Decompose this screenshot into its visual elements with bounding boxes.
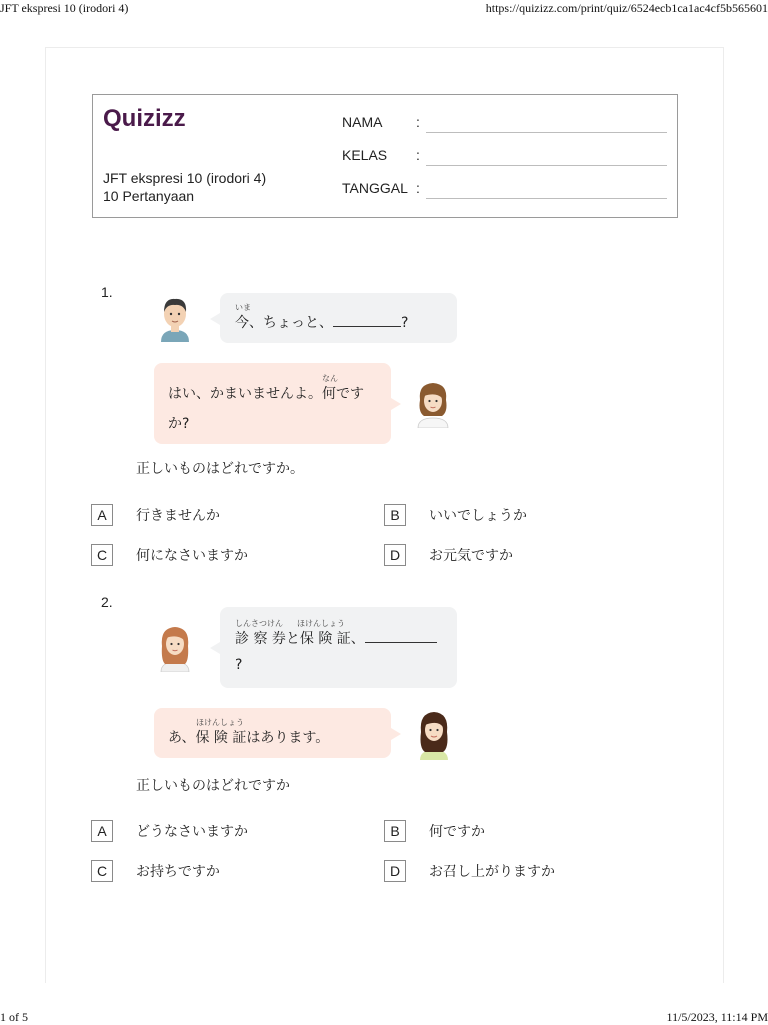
bubble-1b-line2: か? [168, 416, 190, 432]
bubble-1a-text-after: ? [401, 315, 409, 331]
print-footer-datetime: 11/5/2023, 11:14 PM [666, 1010, 768, 1024]
bubble-1b-line1: はい、かまいませんよ。何です [168, 386, 364, 402]
option-1a-text[interactable]: 行きませんか [136, 508, 220, 524]
option-1b-text[interactable]: いいでしょうか [429, 508, 527, 524]
speech-bubble-2a [220, 607, 457, 688]
date-line[interactable] [426, 198, 667, 199]
ruby-hokensho: ほけんしょう [297, 619, 345, 628]
option-2d-box[interactable]: D [384, 860, 406, 882]
date-colon: : [416, 180, 420, 196]
option-2c-box[interactable]: C [91, 860, 113, 882]
ruby-nan: なん [322, 374, 338, 383]
option-1c-text[interactable]: 何になさいますか [136, 548, 248, 564]
option-1d-text[interactable]: お元気ですか [429, 548, 513, 564]
bubble-1a-text-before: 今、ちょっと、 [235, 315, 333, 331]
option-2a-box[interactable]: A [91, 820, 113, 842]
date-label: TANGGAL [342, 180, 408, 196]
bubble-1a-text [235, 312, 408, 332]
bubble-2a-text-main: 診 察 券と保 険 証、 [235, 631, 365, 647]
option-2b-text[interactable]: 何ですか [429, 824, 485, 840]
option-2c-text[interactable]: お持ちですか [136, 864, 220, 880]
speech-bubble-2b [154, 708, 391, 758]
bubble-2a-line2: ? [235, 657, 243, 673]
class-colon: : [416, 147, 420, 163]
option-1c-box[interactable]: C [91, 544, 113, 566]
print-header-title: JFT ekspresi 10 (irodori 4) [0, 1, 129, 15]
woman-avatar-icon [412, 378, 454, 428]
ruby-hokensho-2: ほけんしょう [196, 718, 244, 727]
ruby-ima: いま [235, 303, 251, 312]
class-label: KELAS [342, 147, 388, 163]
name-label: NAMA [342, 114, 383, 130]
option-1d-box[interactable]: D [384, 544, 406, 566]
print-header-url: https://quizizz.com/print/quiz/6524ecb1ca1ac4cf5b565601 [485, 1, 768, 15]
name-line[interactable] [426, 132, 667, 133]
question-count: 10 Pertanyaan [103, 188, 195, 204]
answer-blank [333, 314, 401, 327]
option-2b-box[interactable]: B [384, 820, 406, 842]
man-avatar-icon [155, 294, 195, 342]
print-footer-page: 1 of 5 [0, 1010, 28, 1024]
speech-bubble-1b [154, 363, 391, 444]
bubble-2a-text [235, 628, 437, 648]
question-1-number: 1. [101, 284, 113, 300]
date-field[interactable] [342, 180, 667, 202]
quiz-title: JFT ekspresi 10 (irodori 4) [103, 170, 267, 186]
option-1a-box[interactable]: A [91, 504, 113, 526]
ruby-shinsatsuken: しんさつけん [235, 619, 283, 628]
option-2a-text[interactable]: どうなさいますか [136, 824, 248, 840]
answer-blank [365, 630, 437, 643]
speech-bubble-1a [220, 293, 457, 343]
bubble-tail [391, 728, 401, 740]
option-2d-text[interactable]: お召し上がりますか [429, 864, 555, 880]
quizizz-logo: Quizizz [103, 105, 186, 132]
question-2-number: 2. [101, 594, 113, 610]
woman-avatar-icon [155, 622, 195, 672]
name-colon: : [416, 114, 420, 130]
quiz-title-block [103, 169, 266, 205]
bubble-2b-text: あ、保 険 証はあります。 [168, 730, 330, 746]
woman-avatar-icon [414, 708, 454, 760]
quiz-header-box [92, 94, 678, 218]
bubble-tail [391, 398, 401, 410]
question-1-prompt: 正しいものはどれですか。 [136, 461, 304, 477]
class-line[interactable] [426, 165, 667, 166]
class-field[interactable] [342, 147, 667, 169]
question-2-prompt: 正しいものはどれですか [136, 778, 290, 794]
bubble-tail [210, 642, 220, 654]
name-field[interactable] [342, 114, 667, 136]
bubble-tail [210, 313, 220, 325]
option-1b-box[interactable]: B [384, 504, 406, 526]
